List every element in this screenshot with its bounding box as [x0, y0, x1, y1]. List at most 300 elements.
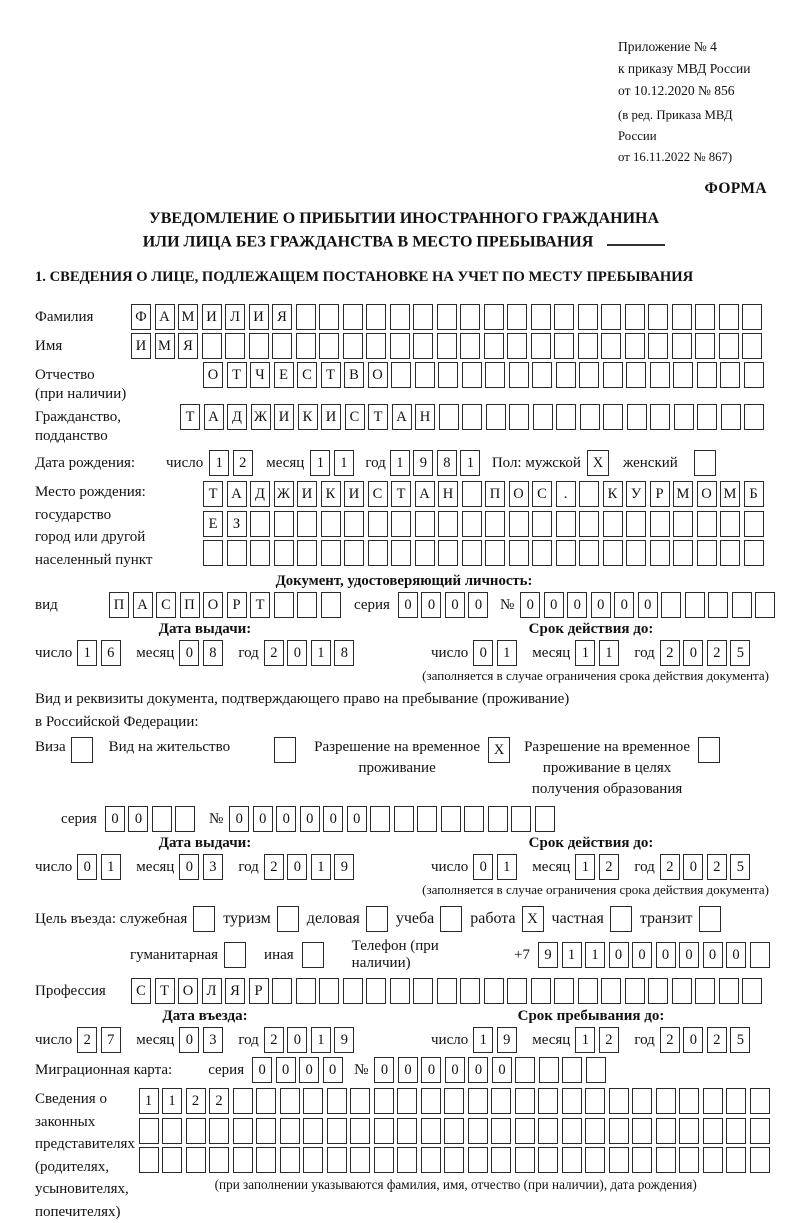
char-cell	[343, 978, 363, 1004]
char-cell	[554, 304, 574, 330]
day-label: число	[35, 645, 73, 662]
char-cell	[661, 592, 681, 618]
visit-purpose-row2	[35, 938, 773, 972]
char-cell: 5	[730, 854, 750, 880]
char-cell: М	[673, 481, 693, 507]
char-cell	[397, 1088, 417, 1114]
char-cell	[720, 362, 740, 388]
birth-date-row	[35, 450, 773, 476]
char-cell	[509, 362, 529, 388]
char-cell: О	[203, 362, 223, 388]
char-cell	[488, 806, 508, 832]
char-cell	[703, 1088, 723, 1114]
char-cell: Я	[225, 978, 245, 1004]
month-label: месяц	[136, 1032, 175, 1049]
char-cell	[460, 333, 480, 359]
char-cell: Т	[250, 592, 270, 618]
char-cell	[319, 304, 339, 330]
char-cell: П	[485, 481, 505, 507]
profession-row	[35, 978, 773, 1004]
char-cell: 9	[497, 1027, 517, 1053]
char-cell	[319, 333, 339, 359]
purpose-tourism	[223, 906, 299, 932]
char-cell: 1	[575, 1027, 595, 1053]
char-cell: 0	[299, 1057, 319, 1083]
char-cell	[744, 404, 764, 430]
char-cell: В	[344, 362, 364, 388]
char-cell	[417, 806, 437, 832]
char-cell: 0	[105, 806, 125, 832]
char-cell	[374, 1147, 394, 1173]
migration-card-series-cells	[252, 1057, 346, 1083]
char-cell	[438, 362, 458, 388]
purpose-other-label: иная	[264, 946, 294, 963]
purpose-other-checkbox	[302, 942, 324, 968]
char-cell	[750, 942, 770, 968]
char-cell: А	[392, 404, 412, 430]
char-cell: 2	[77, 1027, 97, 1053]
purpose-humanitarian-checkbox	[224, 942, 246, 968]
char-cell: Д	[227, 404, 247, 430]
valid-until-heading: Срок действия до:	[528, 835, 654, 852]
char-cell	[233, 1147, 253, 1173]
char-cell	[603, 511, 623, 537]
char-cell: 8	[334, 640, 354, 666]
char-cell	[366, 304, 386, 330]
month-label: месяц	[136, 645, 175, 662]
representatives-cells	[139, 1088, 774, 1223]
char-cell: Д	[250, 481, 270, 507]
char-cell: 0	[398, 592, 418, 618]
char-cell	[732, 592, 752, 618]
char-cell: Ч	[250, 362, 270, 388]
birth-place-labels: Место рождения: государство город или другой населенный пункт	[35, 484, 153, 568]
valid-day-cells	[473, 640, 520, 666]
char-cell: 0	[679, 942, 699, 968]
char-cell	[415, 540, 435, 566]
char-cell: 1	[390, 450, 410, 476]
char-cell: 0	[726, 942, 746, 968]
char-cell	[539, 1057, 559, 1083]
char-cell: 1	[311, 854, 331, 880]
char-cell	[585, 1088, 605, 1114]
char-cell	[509, 540, 529, 566]
char-cell	[578, 978, 598, 1004]
char-cell: 0	[468, 1057, 488, 1083]
doc-series-cells	[398, 592, 492, 618]
doc-number-cells	[520, 592, 779, 618]
char-cell	[648, 978, 668, 1004]
char-cell	[327, 1118, 347, 1144]
char-cell	[366, 978, 386, 1004]
char-cell: И	[249, 304, 269, 330]
char-cell: К	[298, 404, 318, 430]
char-cell: Ж	[274, 481, 294, 507]
char-cell: 1	[562, 942, 582, 968]
form-title-line2: ИЛИ ЛИЦА БЕЗ ГРАЖДАНСТВА В МЕСТО ПРЕБЫВАНИЯ	[35, 230, 773, 253]
purpose-business-label: деловая	[306, 910, 360, 928]
char-cell	[274, 540, 294, 566]
char-cell	[511, 806, 531, 832]
char-cell	[750, 1088, 770, 1114]
char-cell	[535, 806, 555, 832]
series-label: серия	[208, 1062, 245, 1079]
char-cell	[485, 362, 505, 388]
issue-date-heading: Дата выдачи:	[158, 835, 252, 852]
char-cell: 0	[683, 1027, 703, 1053]
issue-date-group	[35, 834, 431, 880]
char-cell	[515, 1147, 535, 1173]
char-cell: 0	[656, 942, 676, 968]
char-cell	[585, 1147, 605, 1173]
char-cell	[350, 1088, 370, 1114]
char-cell	[390, 304, 410, 330]
char-cell: 0	[179, 1027, 199, 1053]
char-cell	[697, 404, 717, 430]
char-cell	[719, 978, 739, 1004]
char-cell: С	[532, 481, 552, 507]
char-cell	[321, 592, 341, 618]
char-cell: 0	[614, 592, 634, 618]
char-cell	[744, 540, 764, 566]
purpose-humanitarian-label: гуманитарная	[130, 946, 219, 963]
char-cell	[695, 978, 715, 1004]
month-label: месяц	[532, 859, 571, 876]
char-cell: С	[297, 362, 317, 388]
char-cell: 0	[179, 854, 199, 880]
char-cell	[274, 592, 294, 618]
char-cell: А	[133, 592, 153, 618]
form-title	[35, 207, 773, 253]
char-cell: 6	[101, 640, 121, 666]
char-cell: 9	[334, 854, 354, 880]
char-cell: 0	[276, 806, 296, 832]
char-cell: О	[178, 978, 198, 1004]
char-cell	[438, 511, 458, 537]
patronymic-cells	[203, 362, 767, 388]
char-cell	[209, 1118, 229, 1144]
char-cell: 1	[162, 1088, 182, 1114]
char-cell: 0	[398, 1057, 418, 1083]
char-cell: С	[368, 481, 388, 507]
char-cell	[656, 1088, 676, 1114]
char-cell: Т	[180, 404, 200, 430]
char-cell	[484, 333, 504, 359]
entry-date-heading: Дата въезда:	[162, 1008, 248, 1025]
entry-month-cells	[179, 1027, 226, 1053]
char-cell	[468, 1147, 488, 1173]
char-cell: 0	[374, 1057, 394, 1083]
char-cell	[632, 1118, 652, 1144]
char-cell	[742, 333, 762, 359]
char-cell: 0	[287, 854, 307, 880]
char-cell: 0	[252, 1057, 272, 1083]
residence-doc-options	[35, 737, 773, 800]
citizenship-row	[35, 404, 773, 446]
char-cell: С	[131, 978, 151, 1004]
char-cell: 2	[660, 640, 680, 666]
year-label: год	[634, 1032, 655, 1049]
ref-line: Приложение № 4	[618, 39, 717, 54]
char-cell	[444, 1147, 464, 1173]
char-cell	[585, 1118, 605, 1144]
phone-label: Телефон (при наличии)	[351, 938, 439, 972]
char-cell	[650, 404, 670, 430]
char-cell	[703, 1147, 723, 1173]
char-cell	[462, 404, 482, 430]
char-cell	[625, 304, 645, 330]
char-cell	[162, 1118, 182, 1144]
rvp-checkbox: X	[488, 737, 510, 763]
char-cell: Т	[391, 481, 411, 507]
stay-until-group	[431, 1007, 773, 1053]
char-cell	[413, 333, 433, 359]
char-cell	[515, 1088, 535, 1114]
purpose-work-checkbox: X	[522, 906, 544, 932]
month-label: месяц	[532, 1032, 571, 1049]
char-cell: Я	[272, 304, 292, 330]
valid-until-group	[431, 620, 773, 666]
char-cell: 3	[203, 1027, 223, 1053]
char-cell	[603, 540, 623, 566]
series-label: серия	[61, 811, 97, 828]
char-cell	[444, 1088, 464, 1114]
char-cell	[175, 806, 195, 832]
char-cell	[672, 978, 692, 1004]
rvp-education-checkbox	[698, 737, 720, 763]
patronymic-row	[35, 362, 773, 404]
char-cell	[626, 540, 646, 566]
issue-year-cells	[264, 640, 358, 666]
purpose-work-label: работа	[470, 910, 516, 928]
char-cell: 0	[253, 806, 273, 832]
char-cell: О	[697, 481, 717, 507]
female-checkbox	[694, 450, 716, 476]
migration-card-row	[35, 1057, 773, 1083]
char-cell	[507, 333, 527, 359]
char-cell: 5	[730, 640, 750, 666]
char-cell: У	[626, 481, 646, 507]
char-cell	[297, 592, 317, 618]
char-cell	[538, 1088, 558, 1114]
doc-kind-label: вид	[35, 597, 58, 614]
day-label: число	[166, 455, 204, 472]
char-cell: 2	[264, 854, 284, 880]
char-cell	[256, 1118, 276, 1144]
char-cell: И	[297, 481, 317, 507]
purpose-study-label: учеба	[395, 910, 435, 928]
number-label: №	[354, 1062, 369, 1079]
char-cell: Б	[744, 481, 764, 507]
char-cell	[531, 333, 551, 359]
char-cell	[515, 1057, 535, 1083]
valid-year-cells	[660, 854, 754, 880]
char-cell	[415, 362, 435, 388]
stay-day-cells	[473, 1027, 520, 1053]
char-cell	[708, 592, 728, 618]
char-cell	[720, 511, 740, 537]
char-cell	[625, 333, 645, 359]
char-cell	[648, 304, 668, 330]
char-cell: 3	[203, 854, 223, 880]
char-cell	[626, 362, 646, 388]
char-cell	[579, 481, 599, 507]
issue-day-cells	[77, 854, 124, 880]
residence-series-cells	[105, 806, 199, 832]
char-cell	[531, 978, 551, 1004]
birth-place-row3	[203, 540, 767, 566]
char-cell	[441, 806, 461, 832]
char-cell	[579, 540, 599, 566]
char-cell	[209, 1147, 229, 1173]
char-cell	[742, 978, 762, 1004]
char-cell	[413, 978, 433, 1004]
char-cell	[532, 511, 552, 537]
birth-place-row1	[203, 481, 767, 507]
char-cell: А	[227, 481, 247, 507]
char-cell: 0	[591, 592, 611, 618]
char-cell	[580, 404, 600, 430]
char-cell	[579, 362, 599, 388]
residence-doc-dates	[35, 834, 773, 880]
char-cell: М	[155, 333, 175, 359]
char-cell	[303, 1088, 323, 1114]
blank-underline	[607, 230, 665, 246]
phone-cells	[538, 942, 773, 968]
char-cell	[695, 333, 715, 359]
char-cell	[726, 1118, 746, 1144]
valid-year-cells	[660, 640, 754, 666]
char-cell: 2	[707, 854, 727, 880]
char-cell	[509, 511, 529, 537]
char-cell	[343, 333, 363, 359]
char-cell	[755, 592, 775, 618]
char-cell	[609, 1147, 629, 1173]
validity-note: (заполняется в случае ограничения срока действия документа)	[422, 668, 769, 684]
char-cell	[390, 333, 410, 359]
char-cell: .	[556, 481, 576, 507]
char-cell	[625, 978, 645, 1004]
char-cell: Ж	[251, 404, 271, 430]
char-cell	[438, 540, 458, 566]
char-cell: 1	[310, 450, 330, 476]
char-cell	[272, 333, 292, 359]
given-name-cells	[131, 333, 766, 359]
issue-month-cells	[179, 640, 226, 666]
char-cell: 0	[520, 592, 540, 618]
year-label: год	[634, 859, 655, 876]
given-name-label: Имя	[35, 338, 63, 355]
char-cell: 2	[660, 1027, 680, 1053]
char-cell	[632, 1088, 652, 1114]
char-cell: Т	[368, 404, 388, 430]
char-cell	[672, 304, 692, 330]
char-cell: 0	[609, 942, 629, 968]
char-cell	[562, 1057, 582, 1083]
char-cell: 0	[287, 1027, 307, 1053]
purpose-work	[470, 906, 543, 932]
valid-until-group	[431, 834, 773, 880]
migration-card-number-cells	[374, 1057, 609, 1083]
char-cell	[444, 1118, 464, 1144]
birth-date-label: Дата рождения:	[35, 455, 136, 472]
char-cell: Т	[321, 362, 341, 388]
char-cell	[650, 540, 670, 566]
char-cell: 0	[347, 806, 367, 832]
ref-line: от 10.12.2020 № 856	[618, 83, 735, 98]
char-cell	[609, 1118, 629, 1144]
purpose-tourism-checkbox	[277, 906, 299, 932]
section1-heading: 1. СВЕДЕНИЯ О ЛИЦЕ, ПОДЛЕЖАЩЕМ ПОСТАНОВКЕ НА УЧЕТ ПО МЕСТУ ПРЕБЫВАНИЯ	[35, 269, 694, 286]
valid-day-cells	[473, 854, 520, 880]
stay-year-cells	[660, 1027, 754, 1053]
given-name-row	[35, 333, 773, 359]
char-cell	[280, 1118, 300, 1144]
char-cell	[366, 333, 386, 359]
char-cell	[673, 511, 693, 537]
char-cell	[656, 1147, 676, 1173]
month-label: месяц	[532, 645, 571, 662]
char-cell: 0	[287, 640, 307, 666]
char-cell	[484, 304, 504, 330]
char-cell: 1	[311, 1027, 331, 1053]
forma-label: ФОРМА	[704, 180, 767, 197]
stay-month-cells	[575, 1027, 622, 1053]
char-cell	[297, 511, 317, 537]
char-cell	[368, 511, 388, 537]
char-cell: 0	[179, 640, 199, 666]
char-cell: 1	[473, 1027, 493, 1053]
char-cell: 1	[599, 640, 619, 666]
char-cell	[672, 333, 692, 359]
char-cell: 1	[497, 854, 517, 880]
visa-label: Виза	[35, 739, 66, 756]
char-cell	[531, 304, 551, 330]
purpose-official-label: Цель въезда: служебная	[35, 910, 188, 927]
char-cell	[562, 1118, 582, 1144]
male-checkbox: X	[587, 450, 609, 476]
char-cell	[350, 1147, 370, 1173]
char-cell: С	[345, 404, 365, 430]
char-cell	[726, 1088, 746, 1114]
char-cell	[327, 1088, 347, 1114]
char-cell	[719, 333, 739, 359]
char-cell	[390, 978, 410, 1004]
purpose-transit	[640, 906, 721, 932]
char-cell: 9	[538, 942, 558, 968]
char-cell	[225, 333, 245, 359]
char-cell	[152, 806, 172, 832]
entry-year-cells	[264, 1027, 358, 1053]
char-cell	[578, 304, 598, 330]
char-cell	[632, 1147, 652, 1173]
residence-doc-intro2: в Российской Федерации:	[35, 714, 199, 731]
char-cell	[601, 333, 621, 359]
char-cell	[695, 304, 715, 330]
char-cell	[650, 362, 670, 388]
char-cell: С	[156, 592, 176, 618]
issue-date-heading: Дата выдачи:	[158, 621, 252, 638]
char-cell: 1	[101, 854, 121, 880]
char-cell	[468, 1118, 488, 1144]
surname-label: Фамилия	[35, 309, 94, 326]
patronymic-label: Отчество (при наличии)	[35, 367, 127, 403]
char-cell: И	[321, 404, 341, 430]
char-cell	[437, 333, 457, 359]
char-cell: 2	[599, 854, 619, 880]
char-cell	[413, 304, 433, 330]
char-cell	[233, 1118, 253, 1144]
